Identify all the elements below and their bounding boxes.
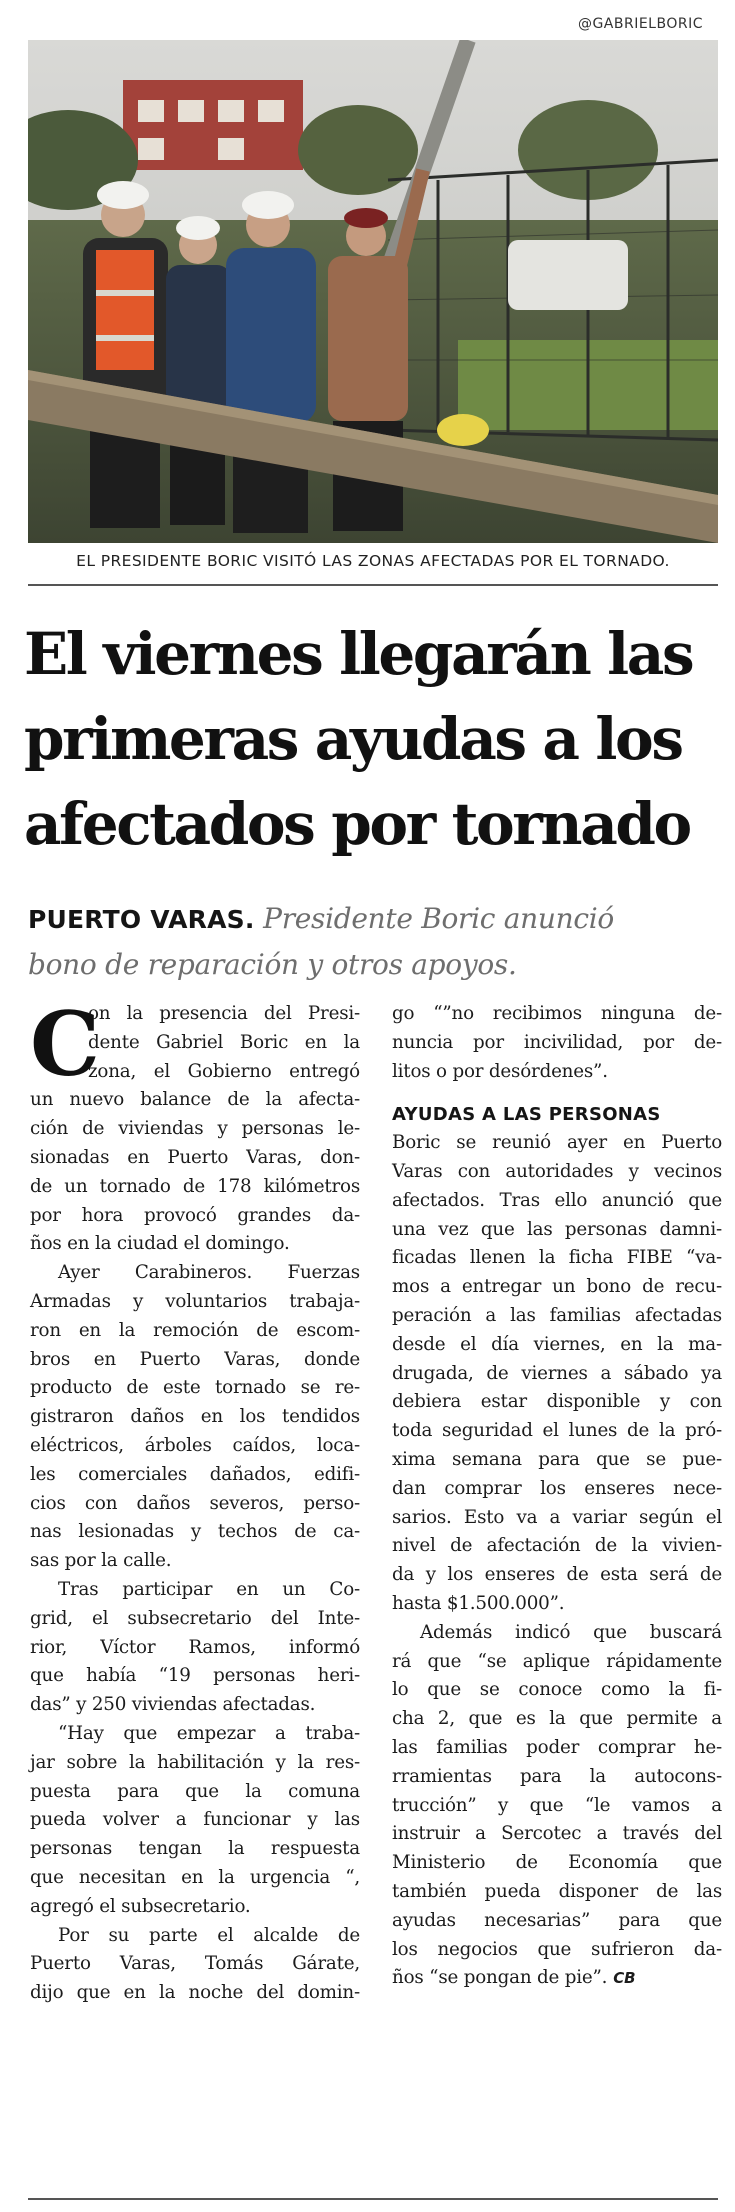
deck-line: bono de reparación y otros apoyos. — [28, 948, 517, 981]
drop-cap: C — [30, 992, 100, 1096]
body-line: también pueda disponer de las — [392, 1880, 722, 1902]
body-line: dente Gabriel Boric en la — [88, 1031, 360, 1053]
body-line: ficadas llenen la ficha FIBE “va- — [392, 1247, 722, 1269]
body-line: Además indicó que buscará — [420, 1621, 722, 1643]
body-line: eléctricos, árboles caídos, loca- — [30, 1434, 360, 1456]
photo-credit: @GABRIELBORIC — [577, 16, 703, 32]
body-line: grid, el subsecretario del Inte- — [30, 1607, 360, 1629]
body-text: ños “se pongan de pie”. — [392, 1967, 608, 1989]
body-line: cha 2, que es la que permite a — [392, 1708, 722, 1730]
body-line: da y los enseres de esta será de — [392, 1564, 722, 1586]
body-line: agregó el subsecretario. — [30, 1895, 251, 1917]
body-line: de un tornado de 178 kilómetros — [30, 1175, 360, 1197]
article-column-2 — [392, 1000, 722, 1993]
body-line: sas por la calle. — [30, 1550, 172, 1572]
body-line: litos o por desórdenes”. — [392, 1060, 608, 1082]
body-line: rior, Víctor Ramos, informó — [30, 1636, 360, 1658]
body-line: ayudas necesarias” para que — [392, 1909, 722, 1931]
body-line: sionadas en Puerto Varas, don- — [30, 1146, 360, 1168]
body-line: personas tengan la respuesta — [30, 1838, 360, 1860]
headline-line: afectados por tornado — [24, 790, 690, 858]
deck: Presidente Boric anunció — [263, 902, 614, 935]
body-line: dijo que en la noche del domin- — [30, 1982, 360, 2004]
body-line: Ministerio de Economía que — [392, 1852, 722, 1874]
body-line: las familias poder comprar he- — [392, 1736, 722, 1758]
end-mark: CB — [613, 1969, 636, 1988]
body-line: instruir a Sercotec a través del — [392, 1823, 722, 1845]
body-line: ción de viviendas y personas le- — [30, 1118, 360, 1140]
news-photo — [28, 40, 718, 543]
body-line: go “”no recibimos ninguna de- — [392, 1003, 722, 1024]
body-line: les comerciales dañados, edifi- — [30, 1463, 360, 1485]
body-line: por hora provocó grandes da- — [30, 1204, 360, 1226]
body-line: Ayer Carabineros. Fuerzas — [58, 1262, 360, 1284]
body-line: das” y 250 viviendas afectadas. — [30, 1694, 316, 1716]
body-line: sarios. Esto va a variar según el — [392, 1506, 722, 1528]
section-heading: AYUDAS A LAS PERSONAS — [392, 1104, 661, 1126]
headline — [24, 612, 724, 867]
body-line: on la presencia del Presi- — [88, 1003, 360, 1024]
body-line: trucción” y que “le vamos a — [392, 1794, 722, 1816]
body-line: afectados. Tras ello anunció que — [392, 1189, 722, 1211]
body-line: debiera estar disponible y con — [392, 1391, 722, 1413]
body-line: un nuevo balance de la afecta- — [30, 1089, 360, 1111]
body-line: mos a entregar un bono de recu- — [392, 1276, 722, 1298]
body-line: que necesitan en la urgencia “, — [30, 1866, 360, 1888]
body-line: ños en la ciudad el domingo. — [30, 1233, 290, 1255]
body-line: zona, el Gobierno entregó — [88, 1060, 360, 1082]
body-line — [392, 1964, 722, 1993]
caption-rule — [28, 584, 718, 586]
kicker: PUERTO VARAS. — [28, 905, 255, 934]
spacer — [392, 1086, 722, 1100]
body-line: jar sobre la habilitación y la res- — [30, 1751, 360, 1773]
body-line: nas lesionadas y techos de ca- — [30, 1521, 360, 1543]
body-line: producto de este tornado se re- — [30, 1377, 360, 1399]
body-line: Armadas y voluntarios trabaja- — [30, 1290, 360, 1312]
body-line: lo que se conoce como la fi- — [392, 1679, 722, 1701]
subhead-line — [28, 896, 728, 942]
article-column-1 — [30, 992, 360, 2008]
body-line: peración a las familias afectadas — [392, 1304, 722, 1326]
body-line: gistraron daños en los tendidos — [30, 1406, 360, 1428]
subheadline — [28, 896, 728, 988]
body-line: puesta para que la comuna — [30, 1780, 360, 1802]
body-line: ron en la remoción de escom- — [30, 1319, 360, 1341]
body-line: hasta $1.500.000”. — [392, 1592, 565, 1614]
body-line: que había “19 personas heri- — [30, 1665, 360, 1687]
body-line: cios con daños severos, perso- — [30, 1492, 360, 1514]
headline-line: El viernes llegarán las — [24, 620, 693, 688]
body-line: Por su parte el alcalde de — [58, 1924, 360, 1946]
body-line: desde el día viernes, en la ma- — [392, 1333, 722, 1355]
body-line: Puerto Varas, Tomás Gárate, — [30, 1953, 360, 1975]
body-line: xima semana para que se pue- — [392, 1448, 722, 1470]
body-line: Boric se reunió ayer en Puerto — [392, 1132, 722, 1154]
body-line: toda seguridad el lunes de la pró- — [392, 1420, 722, 1442]
bottom-rule — [28, 2198, 718, 2200]
body-line: bros en Puerto Varas, donde — [30, 1348, 360, 1370]
body-line: “Hay que empezar a traba- — [58, 1722, 360, 1744]
body-line: Tras participar en un Co- — [58, 1578, 360, 1600]
body-line: drugada, de viernes a sábado ya — [392, 1362, 722, 1384]
headline-line: primeras ayudas a los — [24, 705, 682, 773]
body-line: nivel de afectación de la vivien- — [392, 1535, 722, 1557]
body-line: pueda volver a funcionar y las — [30, 1809, 360, 1831]
body-line: nuncia por incivilidad, por de- — [392, 1031, 722, 1053]
body-line: dan comprar los enseres nece- — [392, 1477, 722, 1499]
body-line: Varas con autoridades y vecinos — [392, 1160, 722, 1182]
body-line: rramientas para la autocons- — [392, 1765, 722, 1787]
body-line: rá que “se aplique rápidamente — [392, 1650, 722, 1672]
photo-caption: EL PRESIDENTE BORIC VISITÓ LAS ZONAS AFECTADAS POR EL TORNADO. — [76, 552, 670, 570]
body-line: una vez que las personas damni- — [392, 1218, 722, 1240]
body-line: los negocios que sufrieron da- — [392, 1938, 722, 1960]
